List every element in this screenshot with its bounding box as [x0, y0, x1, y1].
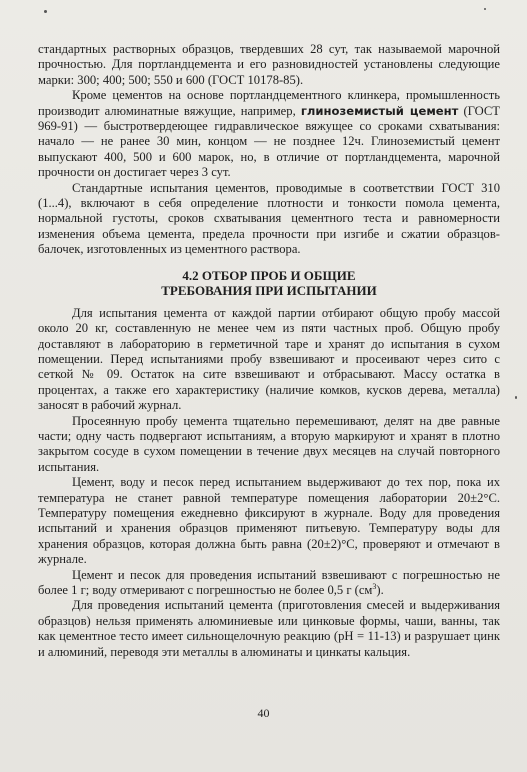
paragraph-sieved-sample: Просеянную пробу цемента тщательно перемешивают, делят на две равные части; одну часть подвергают испытаниям, а вторую маркируют и хранят в плотно закрытом сосуде в сухом помещении в течение двух месяцев на случай повторного испытания.	[38, 413, 500, 474]
cubic-superscript: 3	[372, 581, 377, 591]
page-body	[38, 42, 500, 660]
paragraph-weighing	[38, 568, 500, 599]
page-number: 40	[257, 706, 270, 720]
paragraph-alumina-cement	[38, 88, 500, 180]
scan-speck	[484, 8, 486, 10]
scan-speck	[44, 10, 47, 13]
paragraph-standard-tests: Стандартные испытания цементов, проводимые в соответствии ГОСТ 310 (1...4), включают в себя определение плотности и тонкости помола цемента, нормальной густоты, сроков схватывания цементного теста и равномерности изменения объема цемента, предела прочности при изгибе и сжатии образцов-балочек, изготовленных из цементного раствора.	[38, 180, 500, 257]
paragraph-temperature: Цемент, воду и песок перед испытанием выдерживают до тех пор, пока их температура не станет равной температуре помещения лаборатории 20±2°С. Температуру помещения ежедневно фиксируют в журнале. Воду для проведения испытаний и хранения образцов применяют питьевую. Температуру воды для хранения образцов, которая должна быть равна (20±2)°С, проверяют и отмечают в журнале.	[38, 475, 500, 567]
scan-speck	[515, 396, 517, 399]
paragraph-marks: стандартных растворных образцов, твердевших 28 сут, так называемой марочной прочностью. Для портландцемента и его разновидностей установлены следующие марки: 300; 400; 500; 550 и 600 (ГОСТ 10178-85).	[38, 42, 500, 87]
paragraph-sampling: Для испытания цемента от каждой партии отбирают общую пробу массой около 20 кг, составленную не менее чем из пяти частных проб. Общую пробу доставляют в лабораторию в герметичной таре и хранят до испытания в сухом помещении. Перед испытаниями пробу взвешивают и просеивают через сито с сеткой № 09. Остаток на сите взвешивают и отбрасывают. Массу остатка в процентах, а также его характеристику (наличие комков, кусков дерева, металла) заносят в рабочий журнал.	[38, 305, 500, 413]
alumina-cement-term: глиноземистый цемент	[300, 103, 459, 118]
section-heading-line2: ТРЕБОВАНИЯ ПРИ ИСПЫТАНИИ	[161, 282, 377, 298]
section-heading-line1: 4.2 ОТБОР ПРОБ И ОБЩИЕ	[182, 267, 356, 283]
weighing-text-start: Цемент и песок для проведения испытаний взвешивают с погрешностью не более 1 г; воду отмеривают с погрешностью не более 0,5 г (см	[38, 567, 500, 597]
alumina-text-start: Кроме цементов на основе портландцементного клинкера, промышленность производит алюминатные вяжущие, например,	[38, 88, 500, 118]
alumina-text-end: (ГОСТ 969-91) — быстротвердеющее гидравлическое вяжущее со сроками схватывания: начало — не ранее 30 мин, концом — не позднее 12ч. Глиноземистый цемент выпускают 400, 500 и 600 марок, но, в отличие от портландцемента, марочной прочности он достигает через 3 сут.	[38, 103, 500, 180]
weighing-text-end: ).	[376, 583, 384, 597]
paragraph-forbidden-materials: Для проведения испытаний цемента (приготовления смесей и выдерживания образцов) нельзя применять алюминиевые или цинковые формы, чаши, ванны, так как цементное тесто имеет сильнощелочную реакцию (pH = 11-13) и разрушает цинк и алюминий, переводя эти металлы в алюминаты и цинкаты кальция.	[38, 598, 500, 659]
section-heading	[38, 268, 500, 298]
